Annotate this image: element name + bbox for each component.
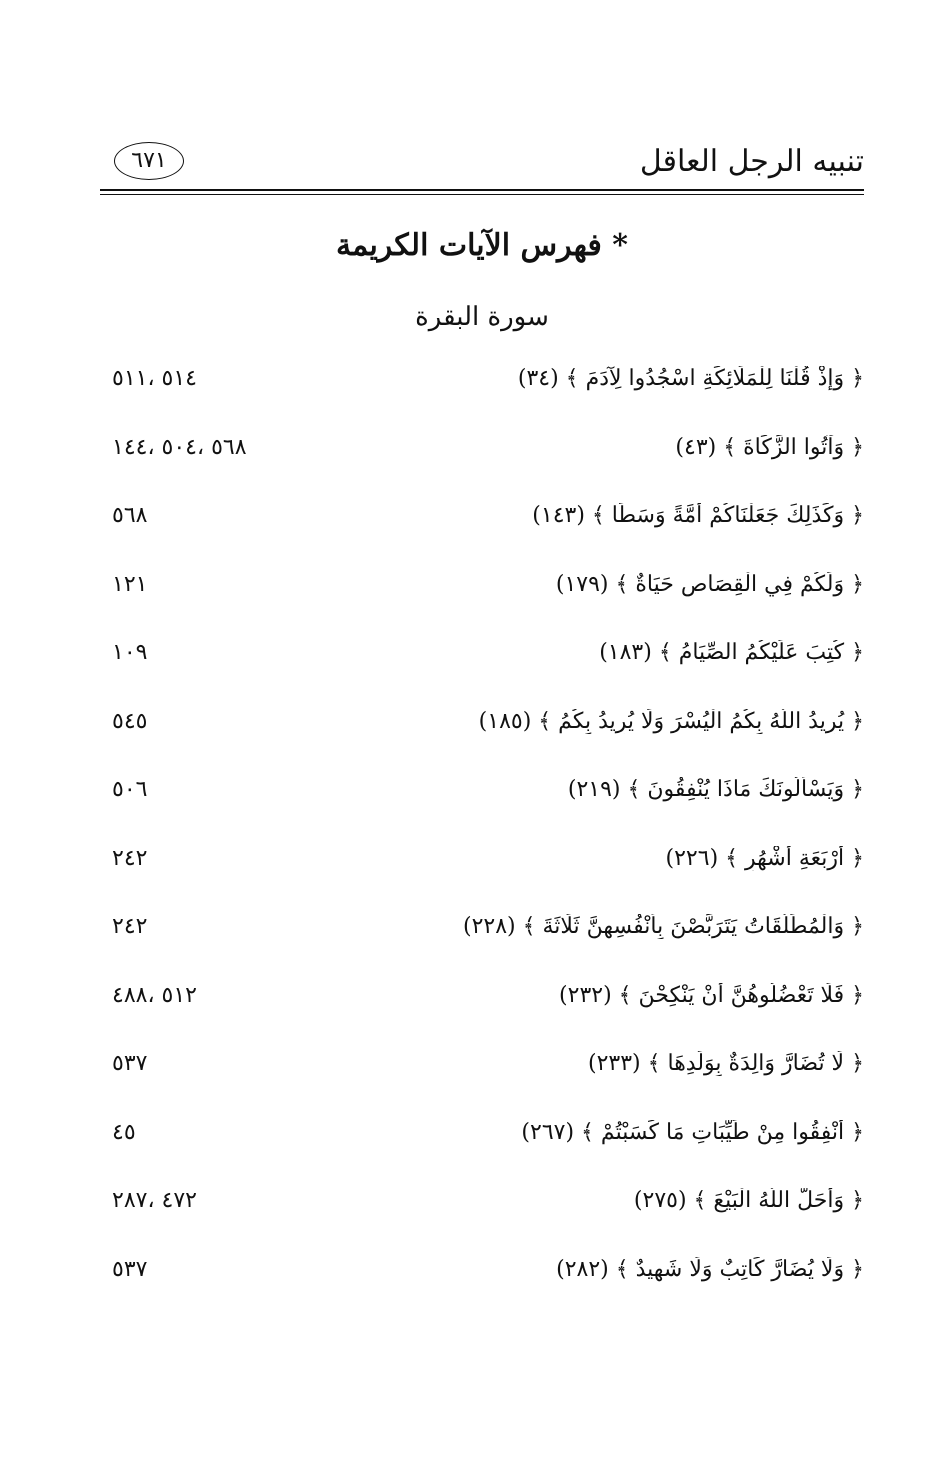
verse-text: ﴿ وَالْمُطَلَّقَاتُ يَتَرَبَّصْنَ بِأَنْفُسِهِنَّ ثَلَاثَةَ ﴾ (٢٢٨) <box>462 914 864 939</box>
verse-text: ﴿ وَلَكُمْ فِي الْقِصَاصِ حَيَاةٌ ﴾ (١٧٩) <box>555 571 864 597</box>
page-references: ٥١٤ ،٥١١ <box>112 366 197 391</box>
page-references: ٤٥ <box>112 1119 136 1145</box>
book-title: تنبيه الرجل العاقل <box>639 144 864 179</box>
index-entry <box>100 495 864 564</box>
page-references: ٥٦٨ <box>112 503 148 528</box>
page-references: ٥١٢ ،٤٨٨ <box>112 982 197 1008</box>
index-entry <box>100 1249 864 1318</box>
index-entry <box>100 632 864 701</box>
index-entry <box>100 564 864 633</box>
index-entry <box>100 906 864 975</box>
verse-text: ﴿ وَكَذَلِكَ جَعَلْنَاكُمْ أُمَّةً وَسَطًا ﴾ (١٤٣) <box>532 503 864 528</box>
page-header <box>100 138 864 186</box>
index-entry <box>100 1043 864 1112</box>
verse-text: ﴿ وَإِذْ قُلْنَا لِلْمَلَائِكَةِ اسْجُدُوا لِآدَمَ ﴾ (٣٤) <box>517 366 864 391</box>
index-entry <box>100 1112 864 1181</box>
header-divider-thin <box>100 194 864 195</box>
verse-text: ﴿ أَنْفِقُوا مِنْ طَيِّبَاتِ مَا كَسَبْتُمْ ﴾ (٢٦٧) <box>521 1119 864 1145</box>
index-entry <box>100 1180 864 1249</box>
verse-text: ﴿ كُتِبَ عَلَيْكُمُ الصِّيَامُ ﴾ (١٨٣) <box>599 640 864 665</box>
verse-text: ﴿ وَلَا يُضَارَّ كَاتِبٌ وَلَا شَهِيدٌ ﴾ (٢٨٢) <box>556 1256 864 1282</box>
verse-text: ﴿ فَلَا تَعْضُلُوهُنَّ أَنْ يَنْكِحْنَ ﴾ (٢٣٢) <box>559 982 864 1008</box>
index-entry <box>100 838 864 907</box>
verse-text: ﴿ أَرْبَعَةِ أَشْهُرٍ ﴾ (٢٢٦) <box>665 845 864 871</box>
page-number-badge: ٦٧١ <box>114 142 184 180</box>
page-references: ٥٠٦ <box>112 777 148 802</box>
page-references: ٢٤٢ <box>112 845 148 871</box>
page-references: ٥٦٨ ،٥٠٤ ،١٤٤ <box>112 434 247 460</box>
index-entry <box>100 701 864 770</box>
index-entry <box>100 358 864 427</box>
surah-title: سورة البقرة <box>415 302 549 332</box>
verse-text: ﴿ يُرِيدُ اللَّهُ بِكُمُ الْيُسْرَ وَلَا يُرِيدُ بِكُمُ ﴾ (١٨٥) <box>478 708 864 734</box>
header-divider <box>100 189 864 191</box>
index-entry <box>100 975 864 1044</box>
verse-text: ﴿ وَيَسْأَلُونَكَ مَاذَا يُنْفِقُونَ ﴾ (٢١٩) <box>567 777 864 802</box>
page-references: ١٢١ <box>112 571 148 597</box>
index-entry <box>100 427 864 496</box>
page-references: ٥٤٥ <box>112 708 148 734</box>
page-references: ١٠٩ <box>112 640 148 665</box>
verse-text: ﴿ وَآتُوا الزَّكَاةَ ﴾ (٤٣) <box>675 434 864 460</box>
page-references: ٤٧٢ ،٢٨٧ <box>112 1188 197 1213</box>
page-references: ٥٣٧ <box>112 1051 148 1076</box>
page-references: ٥٣٧ <box>112 1256 148 1282</box>
index-title: * فهرس الآيات الكريمة <box>336 228 628 263</box>
page-references: ٢٤٢ <box>112 914 148 939</box>
index-entry <box>100 769 864 838</box>
verse-index-list <box>100 358 864 1317</box>
verse-text: ﴿ لَا تُضَارَّ وَالِدَةٌ بِوَلَدِهَا ﴾ (٢٣٣) <box>587 1051 864 1076</box>
verse-text: ﴿ وَأَحَلَّ اللَّهُ الْبَيْعَ ﴾ (٢٧٥) <box>633 1188 864 1213</box>
